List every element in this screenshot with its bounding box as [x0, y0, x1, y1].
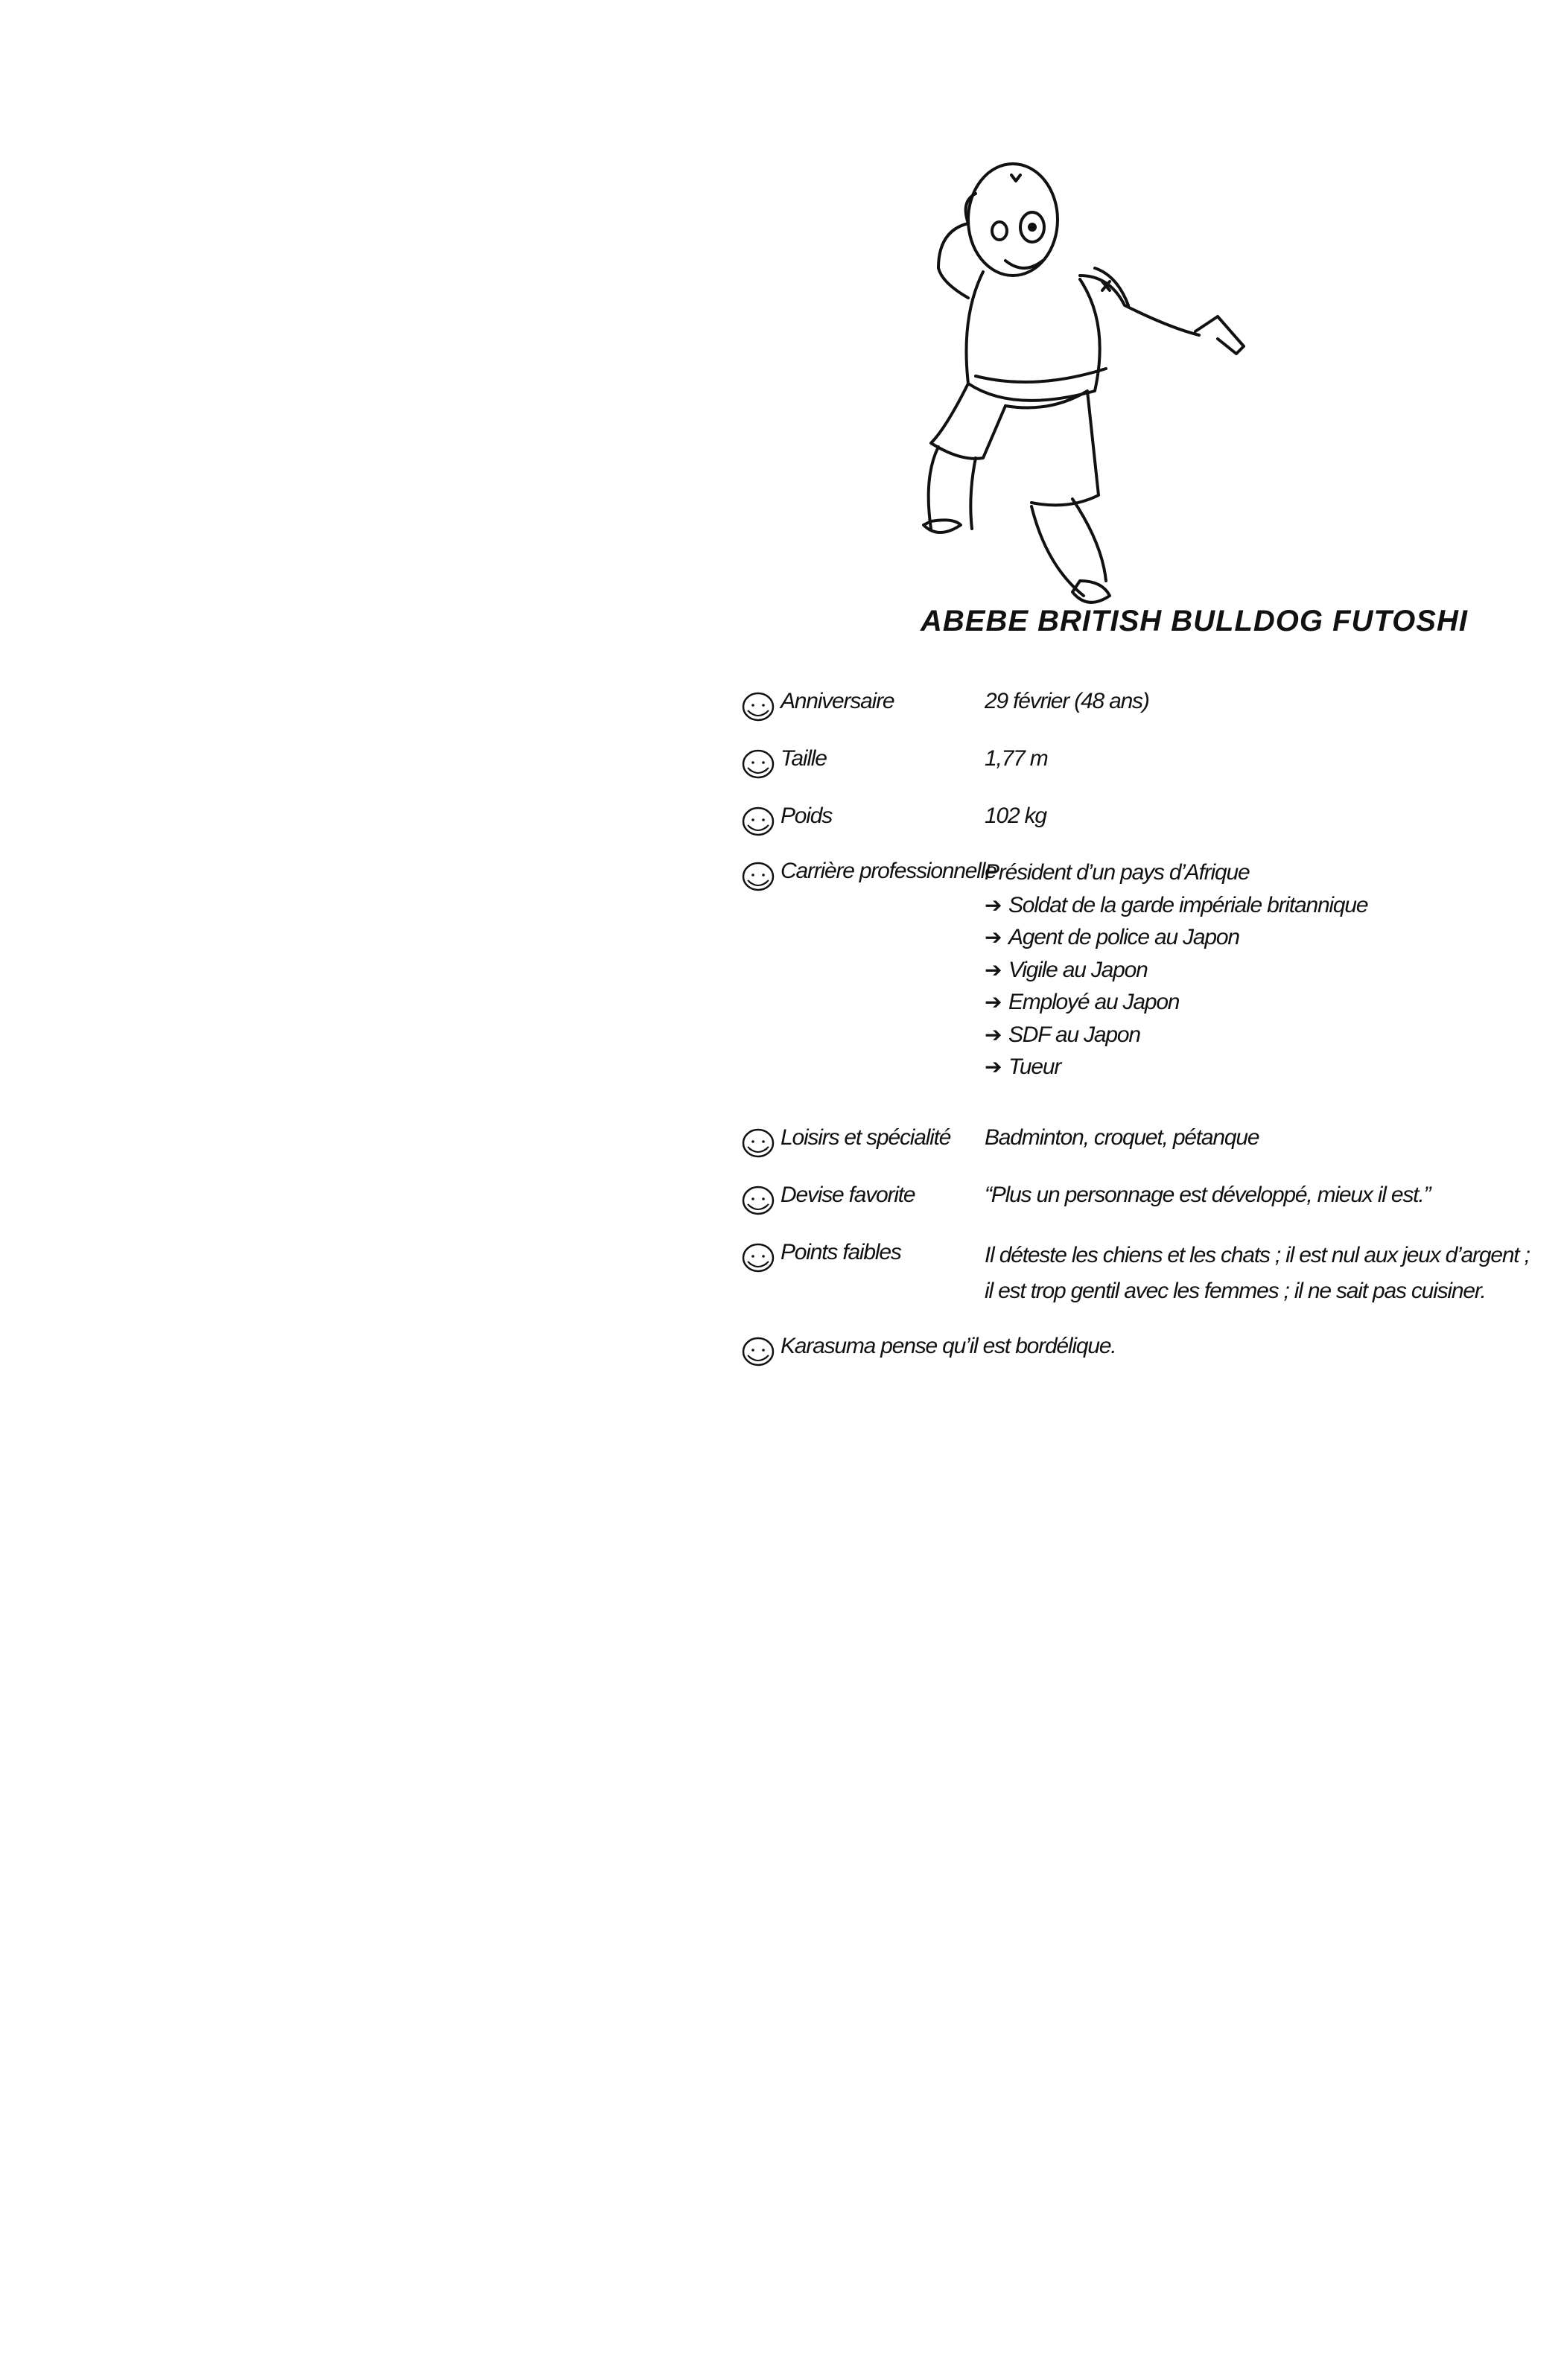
height-label: Taille — [781, 746, 827, 771]
hobbies-label: Loisirs et spécialité — [781, 1125, 951, 1150]
birthday-label: Anniversaire — [781, 689, 894, 713]
weaknesses-label: Points faibles — [781, 1240, 901, 1264]
career-value — [985, 856, 1367, 1084]
koro-sensei-face-icon — [741, 859, 775, 892]
koro-sensei-face-icon — [741, 747, 775, 780]
career-first: Président d’un pays d’Afrique — [985, 860, 1250, 885]
koro-sensei-face-icon — [741, 804, 775, 837]
character-illustration — [856, 149, 1303, 611]
arrow-right-icon: ➔ — [985, 958, 1002, 981]
weaknesses-line-1: Il déteste les chiens et les chats ; il est nul aux jeux d’argent ; — [985, 1243, 1530, 1267]
weaknesses-value — [985, 1238, 1530, 1309]
koro-sensei-face-icon — [741, 1241, 775, 1273]
motto-label: Devise favorite — [781, 1183, 915, 1207]
height-value: 1,77 m — [985, 746, 1048, 771]
koro-sensei-face-icon — [741, 1183, 775, 1216]
career-step: ➔ Vigile au Japon — [985, 954, 1367, 987]
arrow-right-icon: ➔ — [985, 893, 1002, 917]
birthday-value: 29 février (48 ans) — [985, 689, 1149, 713]
arrow-right-icon: ➔ — [985, 1055, 1002, 1078]
career-step: ➔ SDF au Japon — [985, 1019, 1367, 1051]
career-step: ➔ Employé au Japon — [985, 986, 1367, 1019]
career-step: ➔ Agent de police au Japon — [985, 921, 1367, 954]
koro-sensei-face-icon — [741, 1334, 775, 1367]
career-label: Carrière professionnelle — [781, 859, 996, 883]
career-step: ➔ Soldat de la garde impériale britannique — [985, 889, 1367, 922]
hobbies-value: Badminton, croquet, pétanque — [985, 1125, 1259, 1150]
career-step: ➔ Tueur — [985, 1051, 1367, 1084]
character-name: ABEBE BRITISH BULLDOG FUTOSHI — [921, 605, 1468, 637]
koro-sensei-face-icon — [741, 1126, 775, 1159]
weight-value: 102 kg — [985, 804, 1046, 828]
arrow-right-icon: ➔ — [985, 1022, 1002, 1046]
koro-sensei-face-icon — [741, 690, 775, 722]
career-steps — [985, 889, 1367, 1084]
motto-value: “Plus un personnage est développé, mieux il est.” — [985, 1183, 1431, 1207]
weaknesses-line-2: il est trop gentil avec les femmes ; il ne sait pas cuisiner. — [985, 1279, 1486, 1303]
weight-label: Poids — [781, 804, 833, 828]
note-text: Karasuma pense qu’il est bordélique. — [781, 1334, 1116, 1358]
arrow-right-icon: ➔ — [985, 926, 1002, 949]
arrow-right-icon: ➔ — [985, 990, 1002, 1014]
